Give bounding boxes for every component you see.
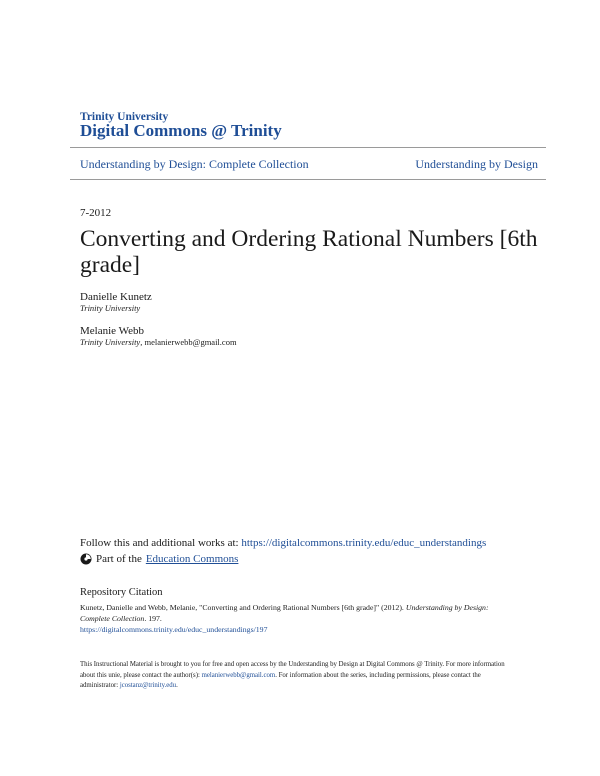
part-of-label: Part of the bbox=[96, 553, 142, 565]
publication-date: 7-2012 bbox=[80, 207, 112, 219]
commons-network-icon bbox=[80, 553, 92, 565]
author-block bbox=[80, 291, 152, 313]
author-email-link[interactable]: melanierwebb@gmail.com bbox=[201, 671, 276, 679]
access-notice: This Instructional Material is brought to you for free and open access by the Understanding by Design at Digital Commons @ Trinity. For more information about this unie, please contact the author(s): melanierwebb@gmail.com. For information about the series, including permissions, please contact the administrator: jcostanz@trinity.edu. bbox=[80, 661, 505, 689]
series-link[interactable]: Understanding by Design bbox=[415, 157, 538, 171]
author-name: Danielle Kunetz bbox=[80, 291, 152, 303]
repository-name[interactable]: Digital Commons @ Trinity bbox=[80, 121, 282, 140]
citation-text: Kunetz, Danielle and Webb, Melanie, "Converting and Ordering Rational Numbers [6th grade]" (2012). Understanding by Design: Complete Collection. 197. https://digitalcommons.trinity.edu/educ_understandings/197 bbox=[80, 603, 489, 634]
education-commons-link[interactable]: Education Commons bbox=[145, 553, 239, 565]
collection-link[interactable]: Understanding by Design: Complete Collection bbox=[80, 157, 309, 171]
institution-name[interactable]: Trinity University bbox=[80, 111, 169, 123]
header-divider-bottom bbox=[70, 179, 546, 180]
collection-url-link[interactable]: https://digitalcommons.trinity.edu/educ_understandings bbox=[241, 537, 487, 549]
part-of-line bbox=[80, 553, 238, 565]
follow-label: Follow this and additional works at: bbox=[80, 537, 242, 549]
header-divider-top bbox=[70, 147, 546, 148]
admin-email-link[interactable]: jcostanz@trinity.edu bbox=[119, 682, 177, 689]
citation-url-link[interactable]: https://digitalcommons.trinity.edu/educ_understandings/197 bbox=[80, 625, 268, 634]
follow-line bbox=[80, 537, 486, 549]
author-block bbox=[80, 325, 237, 347]
author-affiliation: Trinity University bbox=[80, 303, 141, 313]
citation-heading: Repository Citation bbox=[80, 587, 163, 598]
author-name: Melanie Webb bbox=[80, 325, 144, 337]
document-title: Converting and Ordering Rational Numbers [6th grade] bbox=[80, 226, 538, 278]
author-affiliation: Trinity University, melanierwebb@gmail.com bbox=[80, 337, 237, 347]
